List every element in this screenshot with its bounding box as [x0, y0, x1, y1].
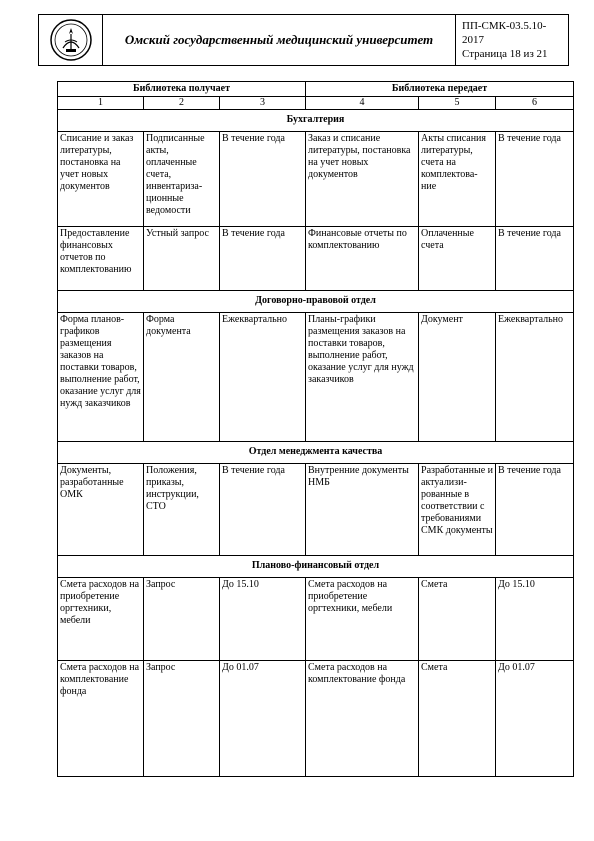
document-header: [38, 14, 569, 66]
group-header-row: [58, 82, 574, 97]
table-row: [58, 132, 574, 227]
table-cell: Документ: [419, 313, 496, 442]
table-cell: Оплаченные счета: [419, 227, 496, 291]
column-number: 3: [220, 97, 306, 110]
section-title: Планово-финансовый отдел: [58, 556, 574, 578]
table-cell: Заказ и списание литературы, постановка на учет новых документов: [306, 132, 419, 227]
document-info: [456, 15, 568, 65]
table-cell: Документы, разработанные ОМК: [58, 464, 144, 556]
university-logo: [39, 15, 103, 65]
group-receives-header: Библиотека получает: [58, 82, 306, 97]
section-title: Договорно-правовой отдел: [58, 291, 574, 313]
table-cell: До 15.10: [496, 578, 574, 661]
column-number: 6: [496, 97, 574, 110]
table-cell: В течение года: [496, 464, 574, 556]
section-title: Бухгалтерия: [58, 110, 574, 132]
column-number: 2: [144, 97, 220, 110]
table-cell: Планы-графики размещения заказов на поставки товаров, выполнение работ, оказание услуг для нужд заказчиков: [306, 313, 419, 442]
table-cell: В течение года: [496, 132, 574, 227]
table-cell: Внутренние документы НМБ: [306, 464, 419, 556]
table-cell: До 01.07: [496, 661, 574, 777]
table-cell: Форма документа: [144, 313, 220, 442]
document-code: ПП-СМК-03.5.10-2017: [462, 20, 547, 46]
table-cell: Ежеквартально: [496, 313, 574, 442]
table-cell: Финансовые отчеты по комплектованию: [306, 227, 419, 291]
group-transmits-header: Библиотека передает: [306, 82, 574, 97]
table-cell: Запрос: [144, 578, 220, 661]
table-row: [58, 578, 574, 661]
table-cell: В течение года: [220, 132, 306, 227]
table-cell: До 01.07: [220, 661, 306, 777]
table-cell: Смета расходов на комплектование фонда: [306, 661, 419, 777]
table-cell: Устный запрос: [144, 227, 220, 291]
organization-name: Омский государственный медицинский университет: [103, 15, 456, 65]
column-number-row: [58, 97, 574, 110]
university-emblem-icon: [49, 18, 93, 62]
table-cell: Запрос: [144, 661, 220, 777]
column-number: 1: [58, 97, 144, 110]
table-cell: Форма планов-графиков размещения заказов на поставки товаров, выполнение работ, оказание услуг для нужд заказчиков: [58, 313, 144, 442]
table-cell: Смета: [419, 578, 496, 661]
table-cell: Смета расходов на приобретение оргтехники, мебели: [306, 578, 419, 661]
table-cell: Акты списания литературы, счета на комплектова- ние: [419, 132, 496, 227]
section-header-row: [58, 291, 574, 313]
table-row: [58, 464, 574, 556]
table-cell: В течение года: [496, 227, 574, 291]
table-cell: До 15.10: [220, 578, 306, 661]
table-cell: В течение года: [220, 464, 306, 556]
section-header-row: [58, 110, 574, 132]
section-header-row: [58, 556, 574, 578]
table-cell: Смета расходов на приобретение оргтехники, мебели: [58, 578, 144, 661]
section-title: Отдел менеджмента качества: [58, 442, 574, 464]
section-header-row: [58, 442, 574, 464]
table-cell: Ежеквартально: [220, 313, 306, 442]
table-cell: Подписанные акты, оплаченные счета, инвентариза- ционные ведомости: [144, 132, 220, 227]
column-number: 4: [306, 97, 419, 110]
interaction-table: [57, 81, 574, 777]
page-number: Страница 18 из 21: [462, 48, 548, 60]
table-row: [58, 313, 574, 442]
table-cell: Положения, приказы, инструкции, СТО: [144, 464, 220, 556]
table-cell: В течение года: [220, 227, 306, 291]
table-cell: Предоставление финансовых отчетов по комплектованию: [58, 227, 144, 291]
table-cell: Смета расходов на комплектование фонда: [58, 661, 144, 777]
table-row: [58, 227, 574, 291]
table-row: [58, 661, 574, 777]
table-cell: Списание и заказ литературы, постановка на учет новых документов: [58, 132, 144, 227]
table-cell: Разработанные и актуализи- рованные в соответствии с требованиями СМК документы: [419, 464, 496, 556]
column-number: 5: [419, 97, 496, 110]
table-cell: Смета: [419, 661, 496, 777]
